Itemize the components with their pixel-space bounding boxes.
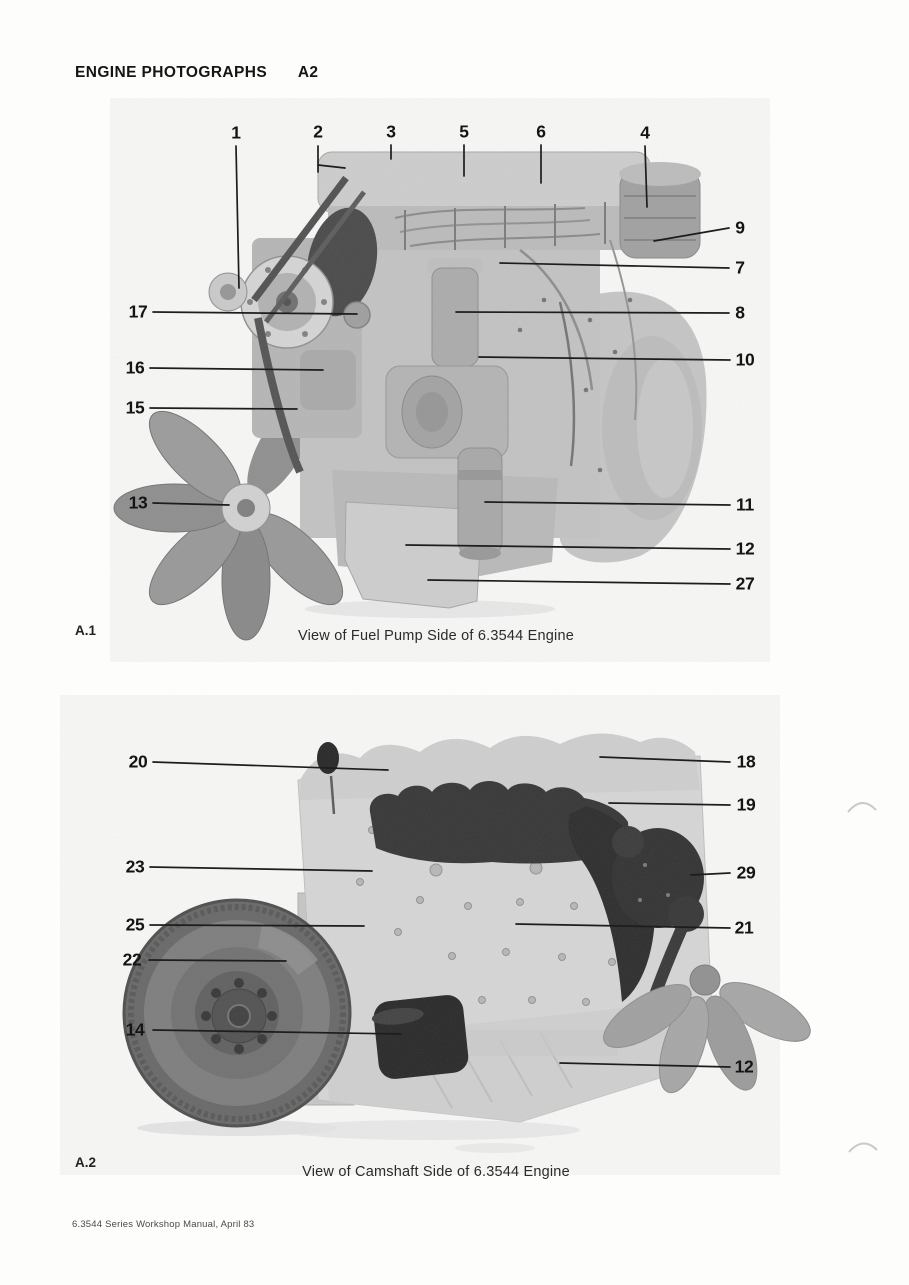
callout-fig1-8: 8	[735, 302, 745, 323]
callout-fig1-2: 2	[313, 121, 323, 142]
callout-fig1-16: 16	[125, 357, 145, 378]
callout-fig2-25: 25	[125, 914, 145, 935]
callout-fig1-7: 7	[735, 257, 745, 278]
callout-fig1-6: 6	[536, 121, 546, 142]
callout-fig1-5: 5	[459, 121, 469, 142]
callout-fig1-4: 4	[640, 122, 650, 143]
callout-fig1-10: 10	[735, 349, 755, 370]
callout-fig1-1: 1	[231, 122, 241, 143]
leader-fig2-22	[149, 960, 286, 961]
page-ref: A2	[297, 64, 319, 81]
scan-curl-marks	[848, 803, 877, 1152]
curl-mark-upper	[848, 803, 876, 812]
leader-fig1-8	[456, 312, 729, 313]
callout-fig2-22: 22	[122, 949, 142, 970]
curl-mark-lower	[849, 1143, 877, 1152]
figure-a2-label: A.2	[75, 1155, 97, 1170]
figure-a1-label: A.1	[75, 623, 97, 638]
callout-fig2-19: 19	[736, 794, 756, 815]
callout-fig2-20: 20	[128, 751, 148, 772]
callout-fig1-3: 3	[386, 121, 396, 142]
leader-fig2-25	[150, 925, 364, 926]
leader-fig1-15	[150, 408, 297, 409]
figure-a1-engine-photo	[114, 145, 715, 640]
callout-fig2-14: 14	[125, 1019, 145, 1040]
callout-fig1-15: 15	[125, 397, 145, 418]
figure-a2-engine-photo	[120, 733, 819, 1140]
callout-fig1-17: 17	[128, 301, 148, 322]
callout-fig2-18: 18	[736, 751, 756, 772]
callout-fig2-12: 12	[734, 1056, 754, 1077]
page-title: ENGINE PHOTOGRAPHS	[75, 64, 268, 81]
callout-fig2-23: 23	[125, 856, 145, 877]
callout-fig1-13: 13	[128, 492, 148, 513]
figure-a2-caption: View of Camshaft Side of 6.3544 Engine	[302, 1164, 570, 1180]
callout-fig1-9: 9	[735, 217, 745, 238]
page-footer: 6.3544 Series Workshop Manual, April 83	[72, 1219, 255, 1230]
callout-fig2-21: 21	[734, 917, 754, 938]
callout-fig1-11: 11	[736, 494, 754, 515]
callout-fig1-12: 12	[735, 538, 755, 559]
callout-fig2-29: 29	[736, 862, 756, 883]
callout-fig1-27: 27	[735, 573, 755, 594]
figure-a1-caption: View of Fuel Pump Side of 6.3544 Engine	[298, 628, 574, 644]
scan-smudge	[455, 1143, 535, 1153]
